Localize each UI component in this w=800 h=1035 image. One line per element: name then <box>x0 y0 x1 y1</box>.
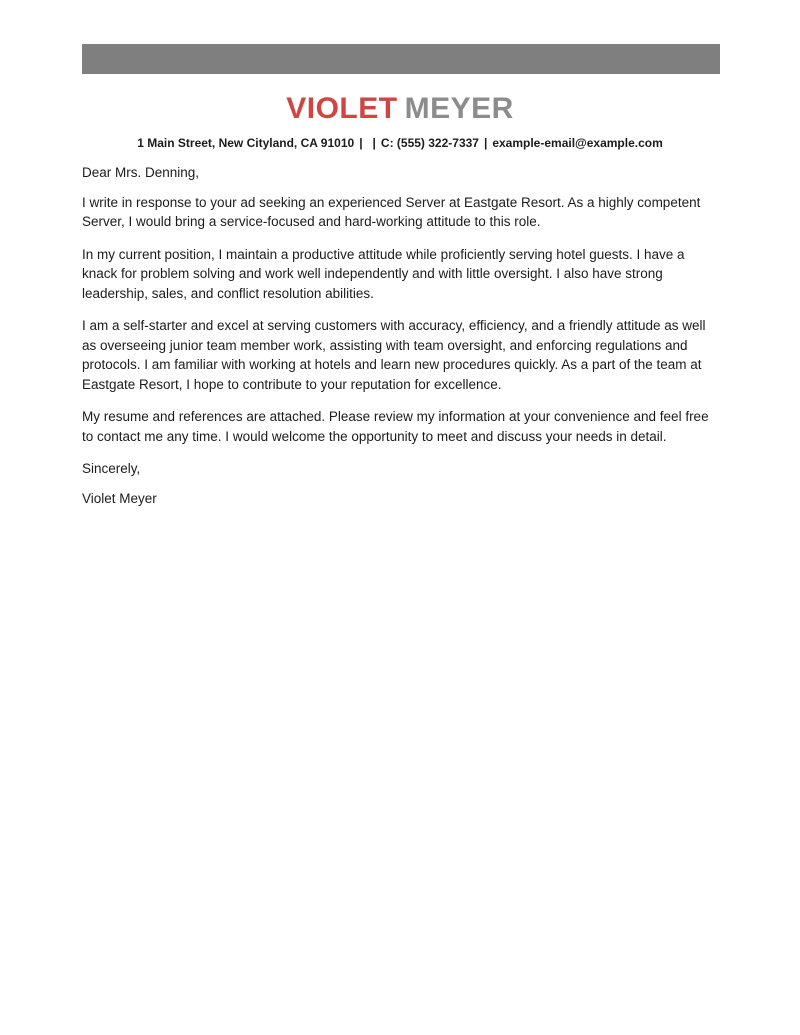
salutation: Dear Mrs. Denning, <box>82 165 200 180</box>
contact-separator-1: | <box>359 136 363 150</box>
contact-cell-phone: C: (555) 322-7337 <box>380 136 479 150</box>
closing: Sincerely, <box>82 461 141 476</box>
paragraph-resume-attached: My resume and references are attached. Please review my information at your convenience and feel free to contact me any time. I would welcome the opportunity to meet and discuss your needs in detail. <box>82 409 709 444</box>
candidate-name <box>0 92 800 126</box>
contact-separator-2: | <box>372 136 376 150</box>
signature-name: Violet Meyer <box>82 490 157 506</box>
contact-line <box>0 136 800 150</box>
candidate-last-name: MEYER <box>404 92 514 125</box>
header-bar <box>82 44 720 74</box>
paragraph-skills: I am a self-starter and excel at serving customers with accuracy, efficiency, and a friendly attitude as well as overseeing junior team member work, assisting with team oversight, and enforcing regulations and protocols. I am familiar with working at hotels and learn new procedures quickly. As a part of the team at Eastgate Resort, I hope to contribute to your reputation for excellence. <box>82 318 706 392</box>
contact-separator-3: | <box>483 136 488 150</box>
paragraph-intro: I write in response to your ad seeking an experienced Server at Eastgate Resort. As a highly competent Server, I would bring a service-focused and hard-working attitude to this role. <box>82 194 701 229</box>
candidate-first-name: VIOLET <box>286 92 398 125</box>
letter-body <box>82 163 719 518</box>
contact-address: 1 Main Street, New Cityland, CA 91010 <box>137 136 355 150</box>
paragraph-current-position: In my current position, I maintain a productive attitude while proficiently serving hotel guests. I have a knack for problem solving and work well independently and with little oversight. I also have strong leadership, sales, and conflict resolution abilities. <box>82 246 685 301</box>
contact-email: example-email@example.com <box>492 136 663 150</box>
